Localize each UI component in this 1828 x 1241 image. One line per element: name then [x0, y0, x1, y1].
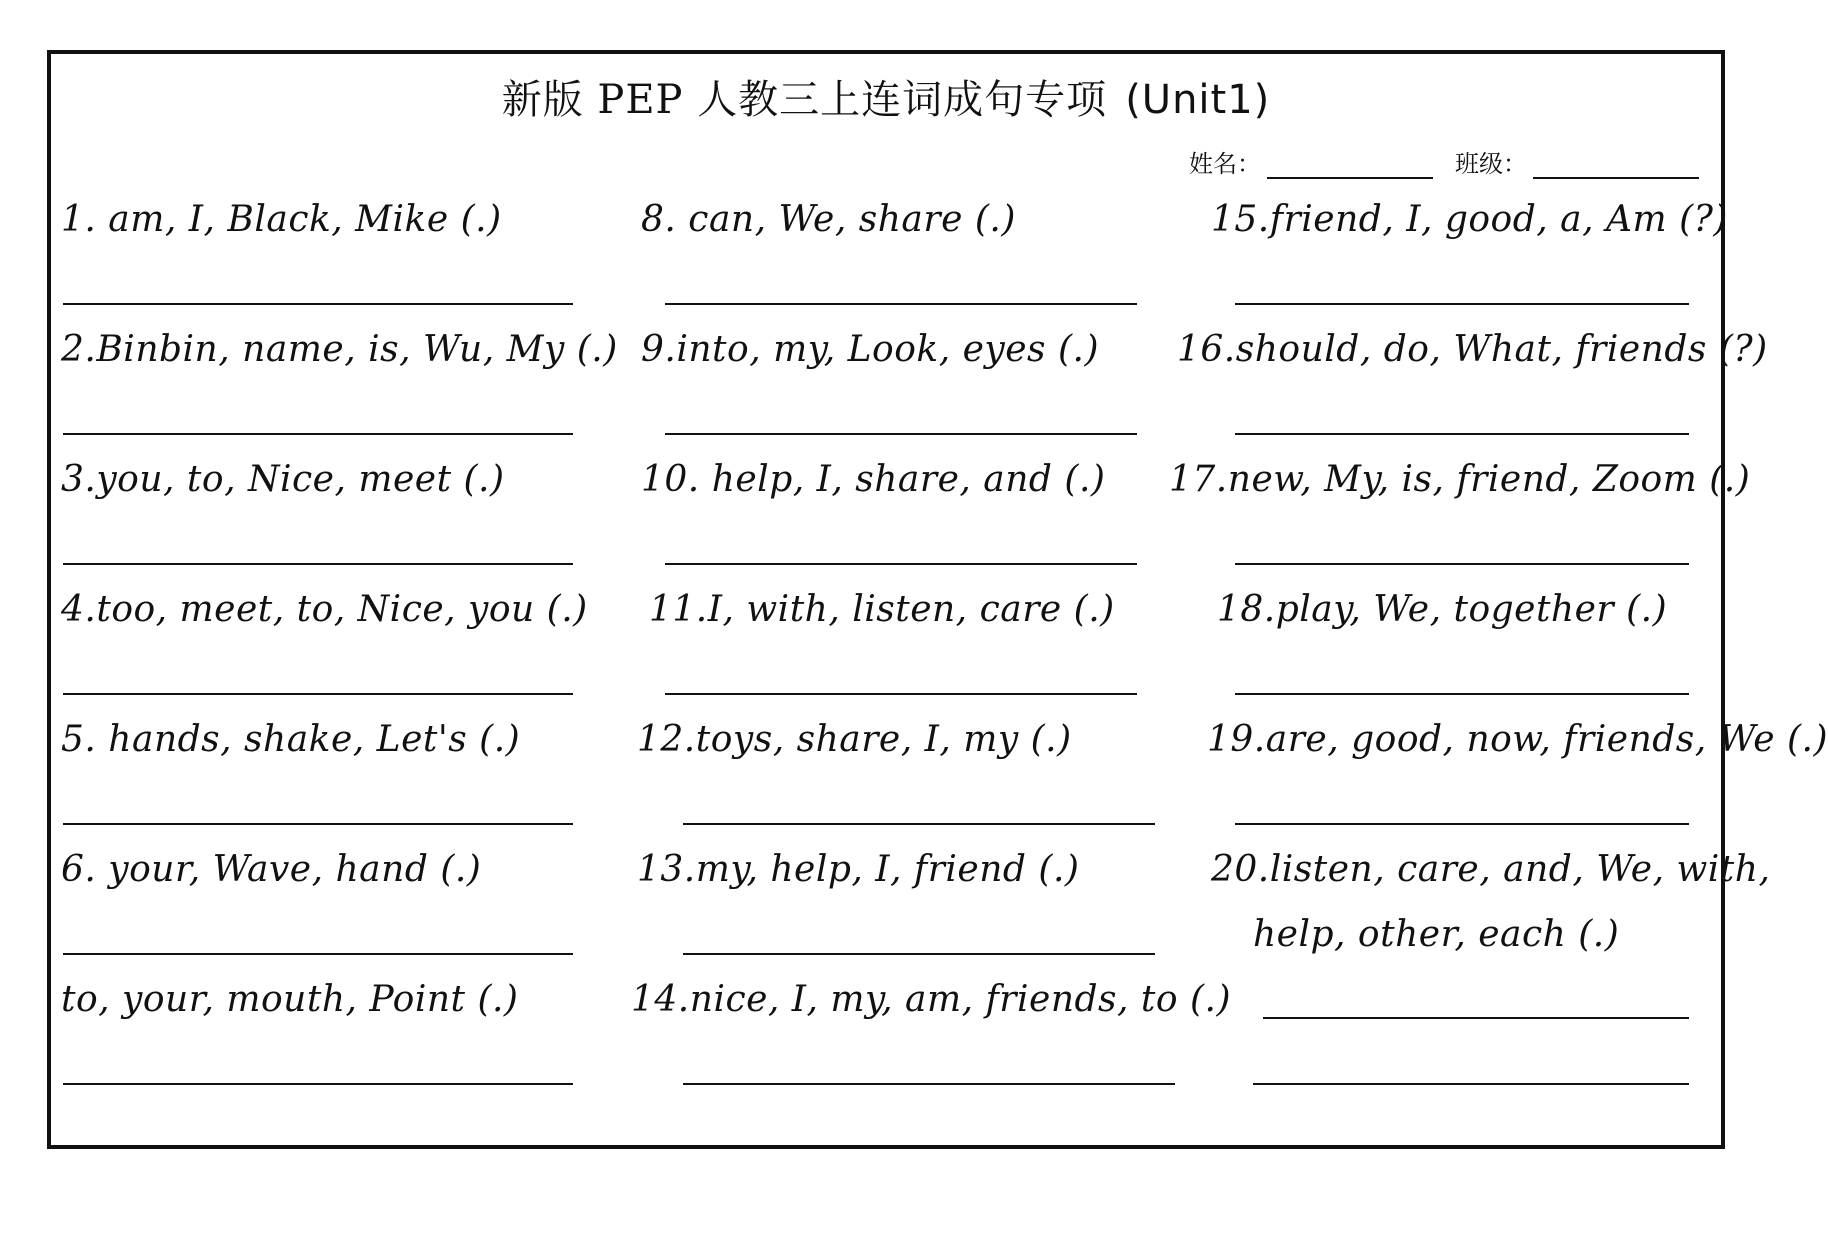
question-6: 6. your, Wave, hand (.)	[61, 849, 482, 890]
answer-line-17[interactable]	[1235, 563, 1689, 565]
answer-line-15[interactable]	[1235, 303, 1689, 305]
answer-line-9[interactable]	[665, 433, 1137, 435]
question-16: 16.should, do, What, friends (?)	[1177, 329, 1768, 370]
question-15: 15.friend, I, good, a, Am (?)	[1211, 199, 1728, 240]
class-label: 班级：	[1455, 150, 1527, 178]
question-20-line-1: 20.listen, care, and, We, with,	[1211, 849, 1771, 890]
question-18: 18.play, We, together (.)	[1217, 589, 1668, 630]
question-19: 19.are, good, now, friends, We (.)	[1207, 719, 1828, 760]
name-blank[interactable]	[1267, 153, 1433, 179]
title-chinese: 新版 PEP 人教三上连词成句专项	[501, 77, 1108, 123]
question-8: 8. can, We, share (.)	[641, 199, 1016, 240]
answer-line-4[interactable]	[63, 693, 573, 695]
question-9: 9.into, my, Look, eyes (.)	[641, 329, 1100, 370]
answer-line-7[interactable]	[63, 1083, 573, 1085]
answer-line-20a[interactable]	[1263, 1017, 1689, 1019]
worksheet-frame	[47, 50, 1828, 1149]
answer-line-20b[interactable]	[1253, 1083, 1689, 1085]
question-13: 13.my, help, I, friend (.)	[637, 849, 1080, 890]
answer-line-8[interactable]	[665, 303, 1137, 305]
question-3: 3.you, to, Nice, meet (.)	[61, 459, 505, 500]
answer-line-5[interactable]	[63, 823, 573, 825]
answer-line-19[interactable]	[1235, 823, 1689, 825]
question-4: 4.too, meet, to, Nice, you (.)	[61, 589, 588, 630]
answer-line-13[interactable]	[683, 953, 1155, 955]
answer-line-10[interactable]	[665, 563, 1137, 565]
question-20-line-2: help, other, each (.)	[1253, 914, 1620, 955]
answer-line-11[interactable]	[665, 693, 1137, 695]
answer-line-16[interactable]	[1235, 433, 1689, 435]
question-14: 14.nice, I, my, am, friends, to (.)	[631, 979, 1232, 1020]
name-label: 姓名：	[1189, 150, 1261, 178]
answer-line-12[interactable]	[683, 823, 1155, 825]
worksheet-title	[51, 68, 1721, 125]
question-12: 12.toys, share, I, my (.)	[637, 719, 1072, 760]
class-blank[interactable]	[1533, 153, 1699, 179]
question-11: 11.I, with, listen, care (.)	[649, 589, 1115, 630]
question-17: 17.new, My, is, friend, Zoom (.)	[1169, 459, 1751, 500]
title-unit: (Unit1)	[1125, 77, 1271, 123]
answer-line-1[interactable]	[63, 303, 573, 305]
answer-line-14[interactable]	[683, 1083, 1175, 1085]
question-5: 5. hands, shake, Let's (.)	[61, 719, 521, 760]
question-7: to, your, mouth, Point (.)	[61, 979, 519, 1020]
question-10: 10. help, I, share, and (.)	[641, 459, 1106, 500]
question-2: 2.Binbin, name, is, Wu, My (.)	[61, 329, 618, 370]
answer-line-18[interactable]	[1235, 693, 1689, 695]
student-info	[1189, 144, 1699, 179]
answer-line-6[interactable]	[63, 953, 573, 955]
question-1: 1. am, I, Black, Mike (.)	[61, 199, 502, 240]
answer-line-2[interactable]	[63, 433, 573, 435]
answer-line-3[interactable]	[63, 563, 573, 565]
